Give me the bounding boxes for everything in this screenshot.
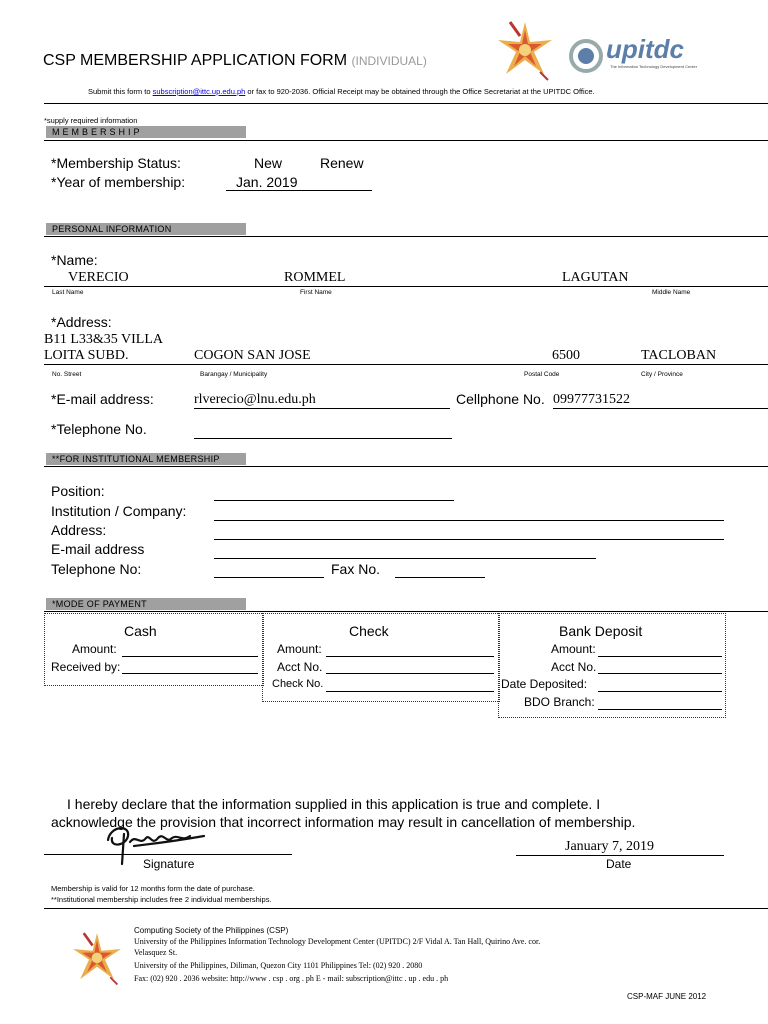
name-field-line xyxy=(44,286,768,287)
footer-line3: Velasquez St. xyxy=(134,948,178,957)
personal-divider xyxy=(44,236,768,237)
year-field-line xyxy=(226,190,372,191)
declaration-line2: acknowledge the provision that incorrect information may result in cancellation of membership. xyxy=(51,814,636,830)
bank-date-line xyxy=(598,691,722,692)
submit-email-link[interactable]: subscription@ittc.up.edu.ph xyxy=(152,87,246,96)
middle-name-value[interactable]: LAGUTAN xyxy=(562,270,629,285)
street-caption: No. Street xyxy=(52,371,82,378)
email-field-line xyxy=(194,408,450,409)
telephone-label: *Telephone No. xyxy=(51,421,147,437)
telephone-field-line xyxy=(194,438,452,439)
section-membership-bar xyxy=(46,126,246,138)
institutional-note: **Institutional membership includes free 2 individual memberships. xyxy=(51,895,272,904)
section-membership-label: MEMBERSHIP xyxy=(52,127,143,137)
upitdc-logo-text: upitdc xyxy=(606,34,684,64)
membership-divider xyxy=(44,140,768,141)
inst-telephone-field-line xyxy=(214,577,324,578)
csp-star-logo-footer-icon xyxy=(66,926,128,988)
page-title xyxy=(43,52,427,70)
footer-line5: Fax: (02) 920 . 2036 website: http://www . csp . org . ph E - mail: subscription@ittc . up . edu . ph xyxy=(134,974,449,983)
bank-acct-line xyxy=(598,673,722,674)
signature-line xyxy=(44,854,292,855)
year-label: *Year of membership: xyxy=(51,174,186,190)
last-name-value[interactable]: VERECIO xyxy=(68,270,129,285)
first-name-caption: First Name xyxy=(300,289,332,296)
bank-branch-label: BDO Branch: xyxy=(524,695,595,709)
address-label: *Address: xyxy=(51,314,112,330)
check-no-label: Check No. xyxy=(272,678,324,690)
section-institutional-label: **FOR INSTITUTIONAL MEMBERSHIP xyxy=(52,454,220,464)
check-acct-label: Acct No. xyxy=(277,660,323,674)
check-no-line xyxy=(326,691,494,692)
submit-note xyxy=(88,87,595,96)
bank-amount-label: Amount: xyxy=(551,642,596,656)
option-renew[interactable]: Renew xyxy=(320,155,364,171)
section-payment-bar xyxy=(46,598,246,610)
signature-caption: Signature xyxy=(143,857,195,871)
footer-org: Computing Society of the Philippines (CSP) xyxy=(134,926,289,935)
validity-note: Membership is valid for 12 months form the date of purchase. xyxy=(51,884,255,893)
declaration-line1: I hereby declare that the information supplied in this application is true and complete. I xyxy=(67,796,601,812)
section-personal-label: PERSONAL INFORMATION xyxy=(52,224,172,234)
street-line1-value[interactable]: B11 L33&35 VILLA xyxy=(44,332,163,347)
barangay-caption: Barangay / Municipality xyxy=(200,371,268,378)
header-divider xyxy=(44,103,768,104)
bank-date-label: Date Deposited: xyxy=(501,677,588,691)
section-personal-bar xyxy=(46,223,246,235)
form-title: CSP MEMBERSHIP APPLICATION FORM xyxy=(43,52,348,69)
inst-email-label: E-mail address xyxy=(51,541,145,557)
first-name-value[interactable]: ROMMEL xyxy=(284,270,346,285)
position-label: Position: xyxy=(51,483,105,499)
inst-telephone-label: Telephone No: xyxy=(51,561,142,577)
name-label: *Name: xyxy=(51,252,98,268)
payment-divider xyxy=(44,611,768,612)
inst-address-label: Address: xyxy=(51,522,107,538)
cellphone-field-line xyxy=(553,408,768,409)
company-field-line xyxy=(214,520,724,521)
cash-received-label: Received by: xyxy=(51,660,121,674)
cellphone-label: Cellphone No. xyxy=(456,391,545,407)
form-code: CSP-MAF JUNE 2012 xyxy=(627,992,707,1001)
street-line2-value[interactable]: LOITA SUBD. xyxy=(44,348,129,363)
section-payment-label: *MODE OF PAYMENT xyxy=(52,599,147,609)
date-value[interactable]: January 7, 2019 xyxy=(565,839,655,854)
position-field-line xyxy=(214,500,454,501)
postal-value[interactable]: 6500 xyxy=(552,348,580,363)
section-institutional-bar xyxy=(46,453,246,465)
footer-divider xyxy=(44,908,768,909)
cash-amount-line xyxy=(122,656,258,657)
bank-title: Bank Deposit xyxy=(559,623,643,639)
bank-acct-label: Acct No. xyxy=(551,660,597,674)
email-value[interactable]: rlverecio@lnu.edu.ph xyxy=(194,392,316,407)
barangay-value[interactable]: COGON SAN JOSE xyxy=(194,348,311,363)
postal-caption: Postal Code xyxy=(524,371,560,378)
upitdc-tagline: The Information Technology Development Center xyxy=(610,64,698,69)
cash-title: Cash xyxy=(124,623,157,639)
membership-status-label: *Membership Status: xyxy=(51,155,181,171)
submit-note-suffix: or fax to 920-2036. Official Receipt may be obtained through the Office Secretariat at the UPITDC Office. xyxy=(247,87,595,96)
cash-received-line xyxy=(122,673,258,674)
city-caption: City / Province xyxy=(641,371,683,378)
check-amount-label: Amount: xyxy=(277,642,322,656)
year-value[interactable]: Jan. 2019 xyxy=(236,174,298,190)
inst-address-field-line xyxy=(214,539,724,540)
footer-line4: University of the Philippines, Diliman, Quezon City 1101 Philippines Tel: (02) 920 . 2080 xyxy=(134,961,423,970)
cellphone-value[interactable]: 09977731522 xyxy=(553,392,630,407)
option-new[interactable]: New xyxy=(254,155,283,171)
bank-amount-line xyxy=(598,656,722,657)
form-subtitle: (INDIVIDUAL) xyxy=(351,54,427,68)
bank-branch-line xyxy=(598,709,722,710)
upitdc-swirl-icon xyxy=(566,36,606,76)
institutional-divider xyxy=(44,466,768,467)
company-label: Institution / Company: xyxy=(51,503,187,519)
inst-fax-field-line xyxy=(395,577,485,578)
middle-name-caption: Middle Name xyxy=(652,289,691,296)
supply-note: *supply required information xyxy=(44,116,138,125)
last-name-caption: Last Name xyxy=(52,289,84,296)
csp-star-logo-icon xyxy=(490,16,560,82)
date-line xyxy=(516,855,724,856)
check-title: Check xyxy=(349,623,389,639)
city-value[interactable]: TACLOBAN xyxy=(641,348,717,363)
email-label: *E-mail address: xyxy=(51,391,154,407)
footer-line2: University of the Philippines Information Technology Development Center (UPITDC) 2/F Vidal A. Tan Hall, Quirino Ave. cor. xyxy=(134,937,541,946)
date-caption: Date xyxy=(606,857,632,871)
inst-email-field-line xyxy=(214,558,596,559)
check-acct-line xyxy=(326,673,494,674)
address-field-line xyxy=(44,364,768,365)
upitdc-logo xyxy=(566,36,726,76)
check-amount-line xyxy=(326,656,494,657)
cash-amount-label: Amount: xyxy=(72,642,117,656)
submit-note-prefix: Submit this form to xyxy=(88,87,151,96)
inst-fax-label: Fax No. xyxy=(331,561,381,577)
